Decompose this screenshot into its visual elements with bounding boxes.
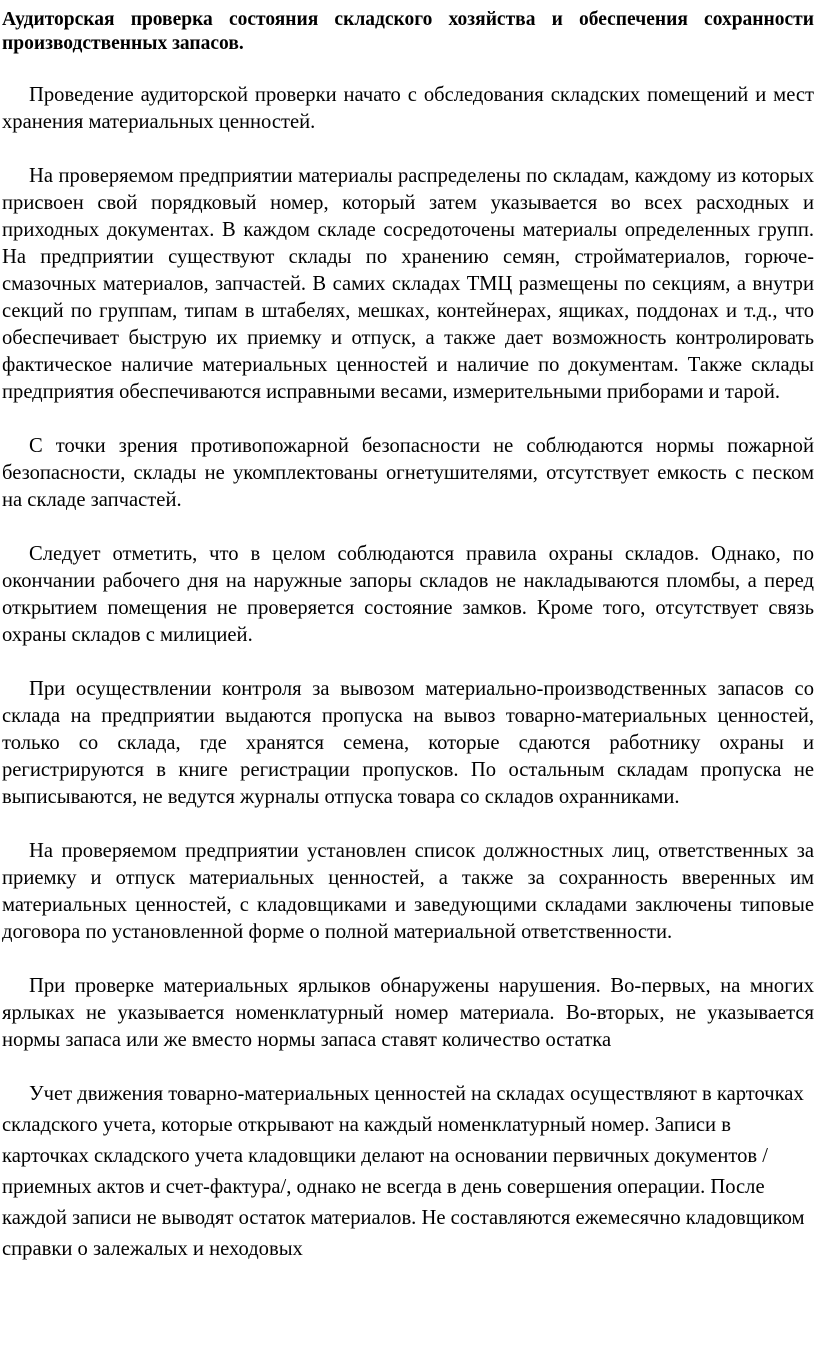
document-title: Аудиторская проверка состояния складского хозяйства и обеспечения сохранности производственных запасов.	[2, 9, 814, 54]
paragraph-material-responsibility: На проверяемом предприятии установлен список должностных лиц, ответственных за приемку и отпуск материальных ценностей, а также за сохранность вверенных им материальных ценностей, с кладовщиками и заведующими складами заключены типовые договора по установленной форме о полной материальной ответственности.	[2, 840, 814, 943]
paragraph-warehouse-security: Следует отметить, что в целом соблюдаются правила охраны складов. Однако, по окончании рабочего дня на наружные запоры складов не накладываются пломбы, а перед открытием помещения не проверяется состояние замков. Кроме того, отсутствует связь охраны складов с милицией.	[2, 543, 814, 646]
paragraph-fire-safety: С точки зрения противопожарной безопасности не соблюдаются нормы пожарной безопасности, склады не укомплектованы огнетушителями, отсутствует емкость с песком на складе запчастей.	[2, 435, 814, 511]
paragraph-stock-accounting: Учет движения товарно-материальных ценностей на складах осуществляют в карточках складского учета, которые открывают на каждый номенклатурный номер. Записи в карточках складского учета кладовщики делают на основании первичных документов /приемных актов и счет-фактура/, однако не всегда в день совершения операции. После каждой записи не выводят остаток материалов. Не составляются ежемесячно кладовщиком справки о залежалых и неходовых	[2, 1083, 805, 1260]
paragraph-export-control: При осуществлении контроля за вывозом материально-производственных запасов со склада на предприятии выдаются пропуска на вывоз товарно-материальных ценностей, только со склада, где хранятся семена, которые сдаются работнику охраны и регистрируются в книге регистрации пропусков. По остальным складам пропуска не выписываются, не ведутся журналы отпуска товара со складов охранниками.	[2, 678, 814, 808]
paragraph-label-violations: При проверке материальных ярлыков обнаружены нарушения. Во-первых, на многих ярлыках не указывается номенклатурный номер материала. Во-вторых, не указывается нормы запаса или же вместо нормы запаса ставят количество остатка	[2, 975, 814, 1051]
paragraph-inspection-start: Проведение аудиторской проверки начато с обследования складских помещений и мест хранения материальных ценностей.	[2, 84, 814, 133]
paragraph-warehouse-organization: На проверяемом предприятии материалы распределены по складам, каждому из которых присвоен свой порядковый номер, который затем указывается во всех расходных и приходных документах. В каждом складе сосредоточены материалы определенных групп. На предприятии существуют склады по хранению семян, стройматериалов, горюче-смазочных материалов, запчастей. В самих складах ТМЦ размещены по секциям, а внутри секций по группам, типам в штабелях, мешках, контейнерах, ящиках, поддонах и т.д., что обеспечивает быструю их приемку и отпуск, а также дает возможность контролировать фактическое наличие материальных ценностей и наличие по документам. Также склады предприятия обеспечиваются исправными весами, измерительными приборами и тарой.	[2, 165, 814, 403]
